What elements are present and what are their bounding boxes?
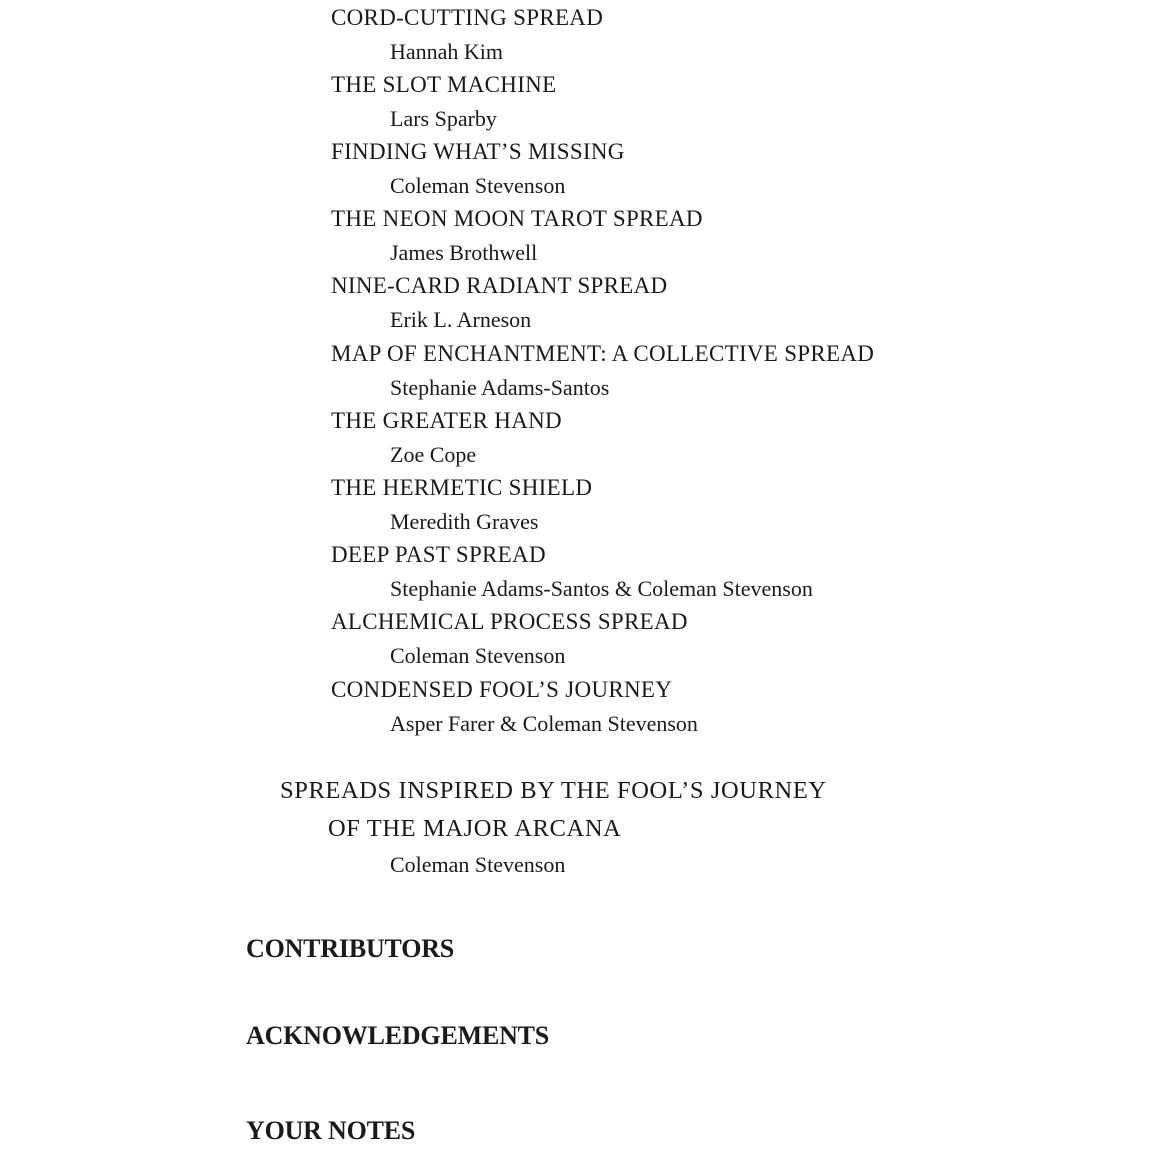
acknowledgements-heading[interactable]: ACKNOWLEDGEMENTS: [246, 1021, 550, 1050]
toc-entry-author: James Brothwell: [390, 240, 538, 265]
toc-entry-title[interactable]: MAP OF ENCHANTMENT: A COLLECTIVE SPREAD: [331, 341, 875, 366]
toc-entry-title[interactable]: THE NEON MOON TAROT SPREAD: [331, 206, 703, 231]
toc-entry-title[interactable]: ALCHEMICAL PROCESS SPREAD: [331, 609, 688, 634]
section-title-line2[interactable]: OF THE MAJOR ARCANA: [328, 815, 622, 842]
toc-entry-title[interactable]: NINE-CARD RADIANT SPREAD: [331, 273, 668, 298]
toc-entry-title[interactable]: CONDENSED FOOL’S JOURNEY: [331, 677, 673, 702]
contributors-heading[interactable]: CONTRIBUTORS: [246, 934, 455, 963]
toc-entry-author: Zoe Cope: [390, 442, 477, 467]
toc-entry-author: Coleman Stevenson: [390, 643, 566, 668]
toc-entry-author: Lars Sparby: [390, 106, 497, 131]
toc-entry-title[interactable]: DEEP PAST SPREAD: [331, 542, 546, 567]
toc-entry-title[interactable]: THE SLOT MACHINE: [331, 72, 557, 97]
toc-entry-author: Hannah Kim: [390, 39, 504, 64]
your-notes-heading[interactable]: YOUR NOTES: [246, 1116, 416, 1145]
toc-entry-title[interactable]: FINDING WHAT’S MISSING: [331, 139, 625, 164]
section-title-line1[interactable]: SPREADS INSPIRED BY THE FOOL’S JOURNEY: [280, 777, 827, 804]
toc-entry-author: Stephanie Adams-Santos: [390, 375, 610, 400]
toc-entry-author: Meredith Graves: [390, 509, 539, 534]
toc-entry-author: Coleman Stevenson: [390, 173, 566, 198]
section-author: Coleman Stevenson: [390, 852, 566, 877]
toc-entry-author: Stephanie Adams-Santos & Coleman Stevenson: [390, 576, 813, 601]
toc-entry-author: Asper Farer & Coleman Stevenson: [390, 711, 698, 736]
toc-entry-title[interactable]: THE GREATER HAND: [331, 408, 562, 433]
toc-entry-author: Erik L. Arneson: [390, 307, 532, 332]
toc-entry-title[interactable]: CORD-CUTTING SPREAD: [331, 5, 604, 30]
toc-entry-title[interactable]: THE HERMETIC SHIELD: [331, 475, 593, 500]
